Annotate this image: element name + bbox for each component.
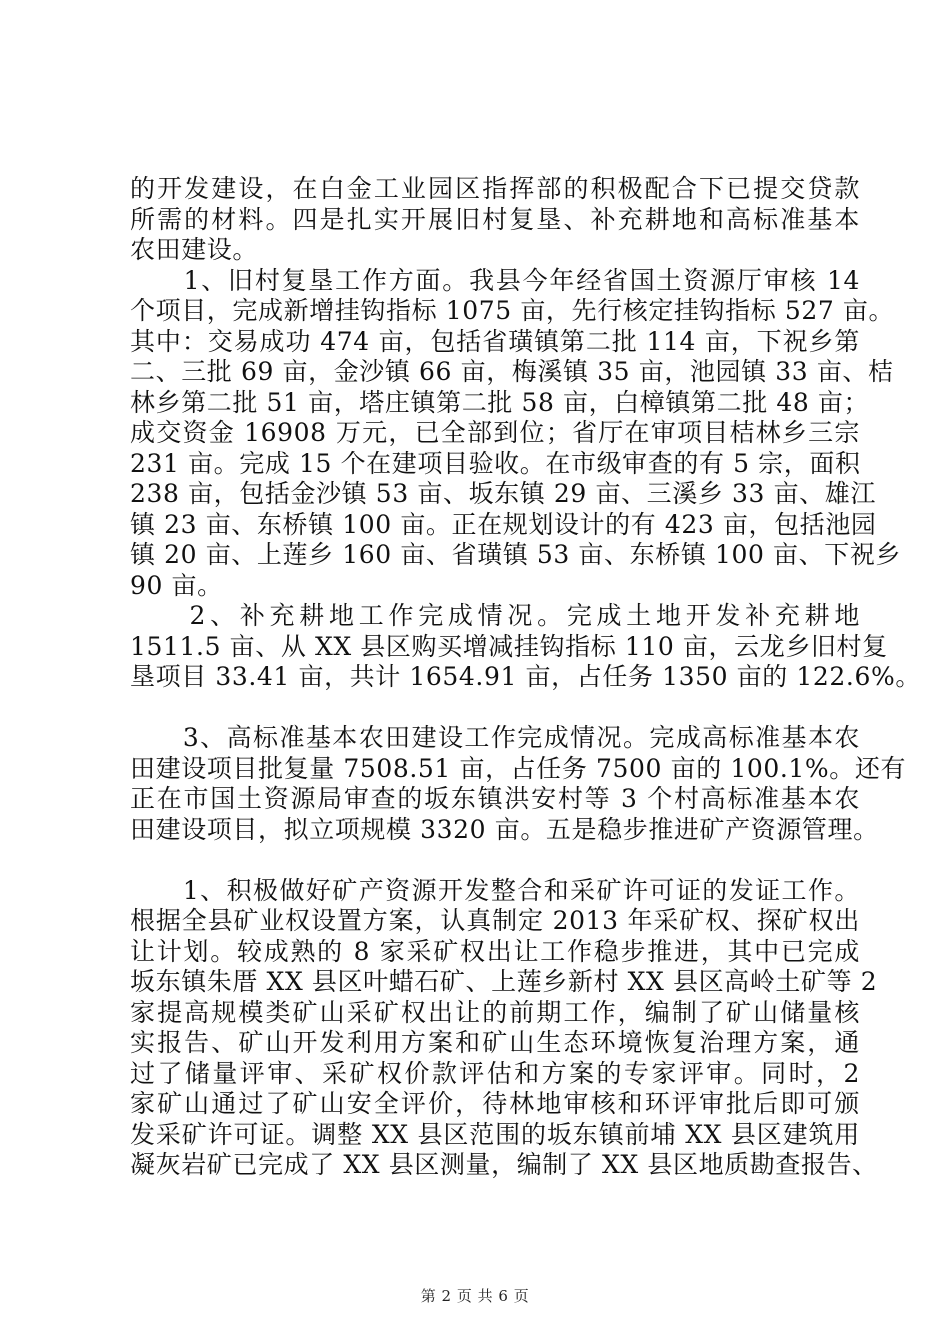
text-line: 正在市国土资源局审查的坂东镇洪安村等 3 个村高标准基本农 bbox=[130, 784, 860, 813]
text-line: 231 亩。完成 15 个在建项目验收。在市级审查的有 5 宗，面积 bbox=[130, 448, 861, 478]
text-line: 根据全县矿业权设置方案，认真制定 2013 年采矿权、探矿权出 bbox=[130, 906, 860, 935]
paragraph bbox=[130, 875, 878, 1181]
text-line: 个项目，完成新增挂钩指标 1075 亩，先行核定挂钩指标 527 亩。 bbox=[130, 296, 895, 325]
text-line: 垦项目 33.41 亩，共计 1654.91 亩，占任务 1350 亩的 122.6%。 bbox=[130, 662, 921, 691]
text-line: 林乡第二批 51 亩，塔庄镇第二批 58 亩，白樟镇第二批 48 亩； bbox=[130, 387, 870, 417]
text-line: 让计划。较成熟的 8 家采矿权出让工作稳步推进，其中已完成 bbox=[130, 936, 860, 966]
text-line: 田建设项目，拟立项规模 3320 亩。五是稳步推进矿产资源管理。 bbox=[130, 814, 879, 844]
paragraph bbox=[130, 723, 907, 845]
text-line: 发采矿许可证。调整 XX 县区范围的坂东镇前埔 XX 县区建筑用 bbox=[130, 1119, 860, 1149]
text-line: 实报告、矿山开发利用方案和矿山生态环境恢复治理方案，通 bbox=[130, 1028, 860, 1057]
text-line: 镇 23 亩、东桥镇 100 亩。正在规划设计的有 423 亩，包括池园 bbox=[130, 509, 877, 539]
text-line: 过了储量评审、采矿权价款评估和方案的专家评审。同时，2 bbox=[130, 1058, 860, 1088]
text-line: 坂东镇朱厝 XX 县区叶蜡石矿、上莲乡新村 XX 县区高岭土矿等 2 bbox=[130, 967, 878, 996]
text-line: 1511.5 亩、从 XX 县区购买增减挂钩指标 110 亩，云龙乡旧村复 bbox=[130, 631, 888, 661]
text-line: 二、三批 69 亩，金沙镇 66 亩，梅溪镇 35 亩，池园镇 33 亩、桔 bbox=[130, 357, 894, 386]
text-line: 2、补充耕地工作完成情况。完成土地开发补充耕地 bbox=[130, 601, 860, 630]
paragraph bbox=[130, 265, 902, 602]
text-line: 田建设项目批复量 7508.51 亩，占任务 7500 亩的 100.1%。还有 bbox=[130, 753, 907, 783]
text-line: 家矿山通过了矿山安全评价，待林地审核和环评审批后即可颁 bbox=[130, 1089, 860, 1118]
text-line: 农田建设。 bbox=[130, 235, 259, 264]
text-line: 家提高规模类矿山采矿权出让的前期工作，编制了矿山储量核 bbox=[130, 997, 860, 1027]
text-line: 3、高标准基本农田建设工作完成情况。完成高标准基本农 bbox=[130, 723, 860, 752]
paragraph bbox=[130, 174, 860, 266]
paragraph bbox=[130, 601, 921, 693]
paragraph-spacer bbox=[130, 845, 860, 876]
document-body bbox=[130, 174, 921, 1181]
text-line: 90 亩。 bbox=[130, 570, 223, 600]
text-line: 镇 20 亩、上莲乡 160 亩、省璜镇 53 亩、东桥镇 100 亩、下祝乡 bbox=[130, 540, 902, 569]
text-line: 1、积极做好矿产资源开发整合和采矿许可证的发证工作。 bbox=[130, 875, 860, 905]
text-line: 所需的材料。四是扎实开展旧村复垦、补充耕地和高标准基本 bbox=[130, 204, 860, 234]
text-line: 其中：交易成功 474 亩，包括省璜镇第二批 114 亩，下祝乡第 bbox=[130, 326, 860, 356]
text-line: 1、旧村复垦工作方面。我县今年经省国土资源厅审核 14 bbox=[130, 265, 860, 295]
text-line: 的开发建设，在白金工业园区指挥部的积极配合下已提交贷款 bbox=[130, 174, 860, 203]
text-line: 凝灰岩矿已完成了 XX 县区测量，编制了 XX 县区地质勘查报告、 bbox=[130, 1150, 878, 1179]
paragraph-spacer bbox=[130, 693, 860, 724]
page-number-footer: 第 2 页 共 6 页 bbox=[420, 1287, 530, 1305]
text-line: 238 亩，包括金沙镇 53 亩、坂东镇 29 亩、三溪乡 33 亩、雄江 bbox=[130, 479, 876, 508]
text-line: 成交资金 16908 万元，已全部到位；省厅在审项目桔林乡三宗 bbox=[130, 418, 860, 447]
